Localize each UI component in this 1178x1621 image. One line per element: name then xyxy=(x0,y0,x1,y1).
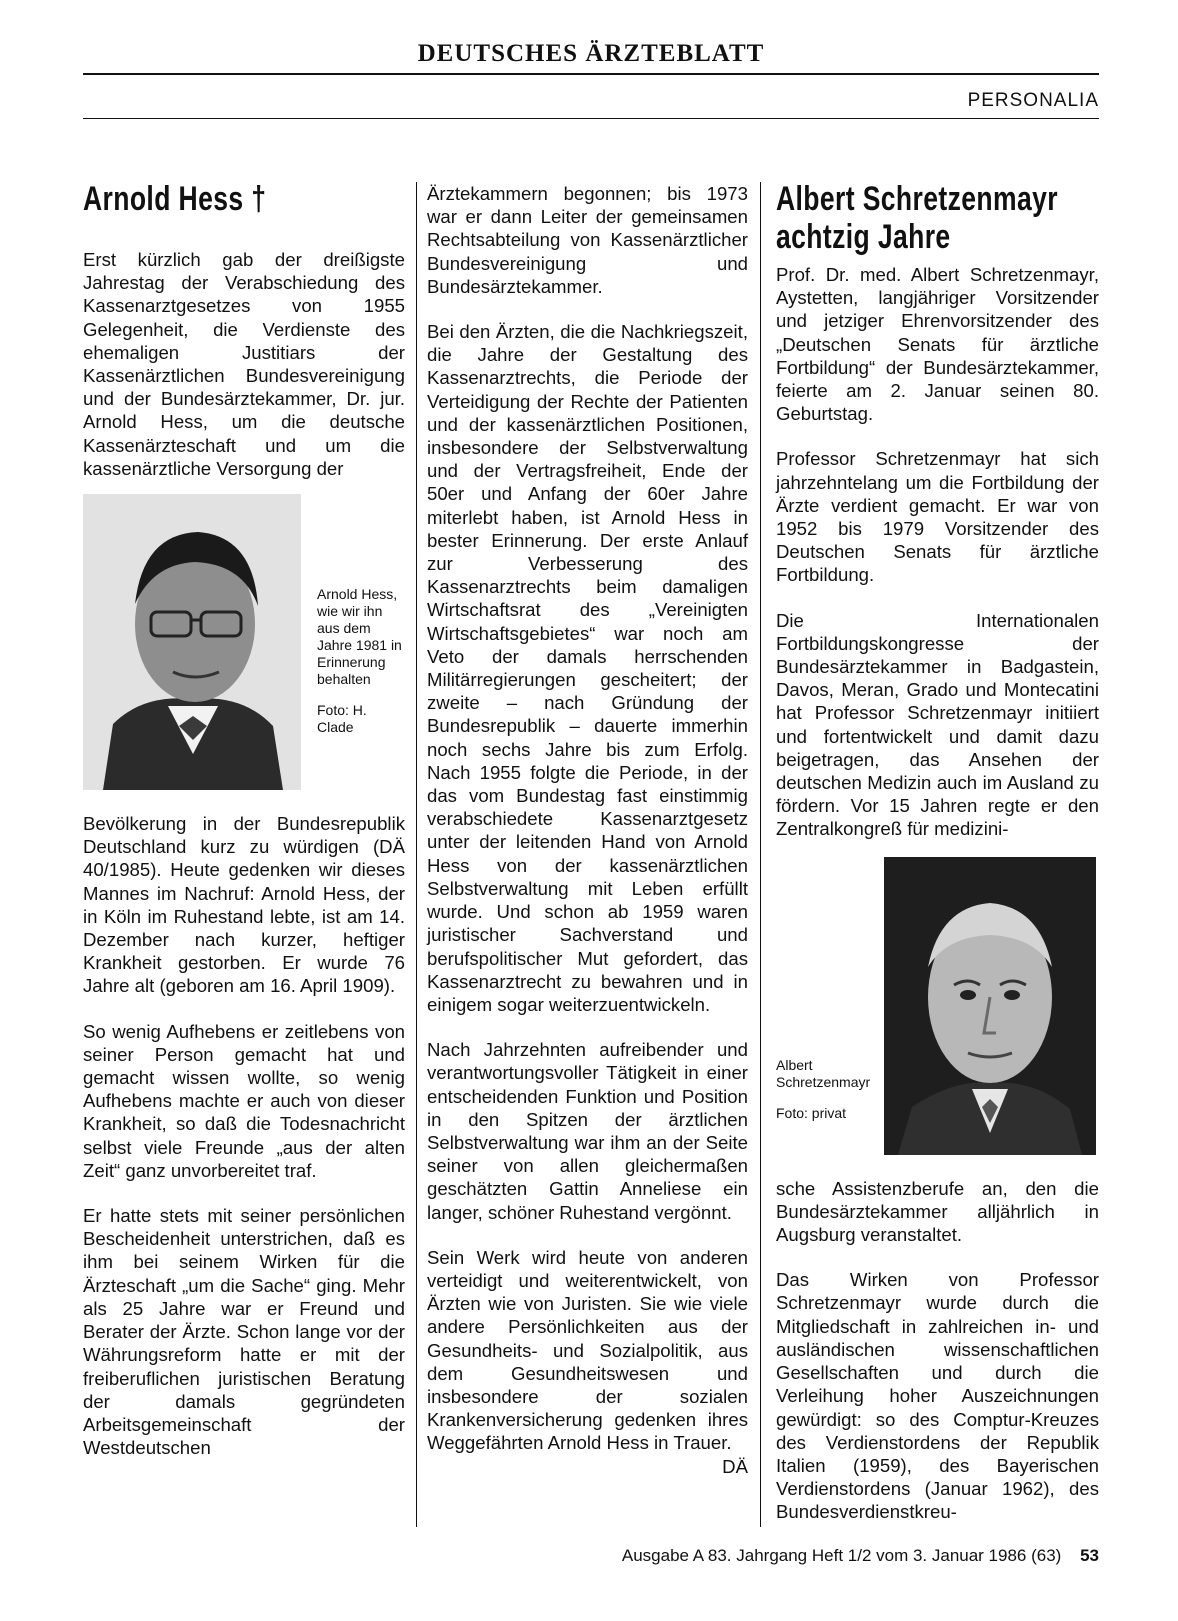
photo-credit: Foto: privat xyxy=(776,1104,847,1121)
article1-paragraph: Er hatte stets mit seiner persönlichen Bescheidenheit unterstrichen, daß es ihm bei seinem Wirken für die Ärzteschaft „um die Sache“ ging. Mehr als 25 Jahre war er Freund und Berater der Ärzte. Schon lange vor der Währungsreform hatte er mit der freiberuflichen juristischen Beratung der damals gegründeten Arbeitsgemeinschaft der Westdeutschen xyxy=(83,1205,405,1459)
article2-caption xyxy=(776,1057,872,1155)
article2-paragraph: Prof. Dr. med. Albert Schretzenmayr, Aystetten, langjähriger Vorsitzender und jetziger Ehrenvorsitzender des „Deutschen Senats für ärztliche Fortbildung“ der Bundesärztekammer, feierte am 2. Januar seinen 80. Geburtstag. xyxy=(776,264,1099,425)
article1-figure xyxy=(83,494,405,790)
column-2 xyxy=(427,182,748,1478)
article2-title-line1: Albert Schretzenmayr xyxy=(776,180,1058,218)
masthead-rule xyxy=(83,73,1099,75)
portrait-image xyxy=(884,857,1096,1155)
article1-paragraph: Ärztekammern begonnen; bis 1973 war er dann Leiter der gemeinsamen Rechtsabteilung von Kassenärztlicher Bundesvereinigung und Bundesärztekammer. xyxy=(427,183,748,297)
column-3 xyxy=(776,263,1099,1546)
section-label: PERSONALIA xyxy=(967,90,1099,111)
column-divider-left xyxy=(416,182,417,1527)
article1-paragraph: Nach Jahrzehnten aufreibender und verantwortungsvoller Tätigkeit in einer entscheidenden Funktion und Position in den Spitzen der ärztlichen Selbstverwaltung war ihm an der Seite seiner von allen gleichermaßen geschätzten Gattin Anneliese ein langer, schöner Ruhestand vergönnt. xyxy=(427,1039,748,1223)
article1-signature: DÄ xyxy=(722,1455,748,1477)
article2-title xyxy=(776,180,1104,256)
article1-title: Arnold Hess † xyxy=(83,180,267,218)
article1-paragraph: Bei den Ärzten, die die Nachkriegszeit, die Jahre der Gestaltung des Kassenarztrechts, die Periode der Verteidigung der Rechte der Patienten und der kassenärztlichen Positionen, insbesondere der Selbstverwaltung und der Vertragsfreiheit, Ende der 50er und Anfang der 60er Jahre miterlebt haben, ist Arnold Hess in bester Erinnerung. Der erste Anlauf zur Verbesserung des Kassenarztrechts beim damaligen Wirtschaftsrat des „Vereinigten Wirtschaftsgebietes“ war noch am Veto der damals herrschenden Militärregierungen gescheitert; der zweite – nach Gründung der Bundesrepublik – dauerte immerhin noch sechs Jahre bis zum Erfolg. Nach 1955 folgte die Periode, in der das vom Bundestag fast einstimmig verabschiedete Kassenarztgesetz unter der leitenden Hand von Arnold Hess von der kassenärztlichen Selbstverwaltung mit Leben erfüllt wurde. Und schon ab 1959 waren juristischer Sachverstand und berufspolitischer Mut gefordert, das Kassenarztrecht zu bewahren und in einigem sogar weiterzuentwickeln. xyxy=(427,321,748,1015)
article2-figure xyxy=(776,857,1099,1155)
section-rule xyxy=(83,118,1099,119)
photo-caption: Arnold Hess, wie wir ihn aus dem Jahre 1981 in Erinnerung behalten xyxy=(317,586,402,688)
article1-paragraph: So wenig Aufhebens er zeitlebens von seiner Person gemacht hat und gemacht wissen wollte, so wenig Aufhebens machte er auch von dieser Krankheit, so daß die Todesnachricht selbst viele Freunde „aus der alten Zeit“ ganz unvorbereitet traf. xyxy=(83,1020,405,1181)
portrait-image xyxy=(83,494,301,790)
article2-paragraph: Die Internationalen Fortbildungskongresse der Bundesärztekammer in Badgastein, Davos, Meran, Grado und Montecatini hat Professor Schretzenmayr initiiert und fortentwickelt und damit dazu beigetragen, das Ansehen der deutschen Medizin auch im Ausland zu fördern. Vor 15 Jahren regte er den Zentralkongreß für medizini- xyxy=(776,609,1099,840)
article1-caption xyxy=(317,586,403,790)
photo-caption: Albert Schretzenmayr xyxy=(776,1056,871,1090)
article2-paragraph: Das Wirken von Professor Schretzenmayr wurde durch die Mitgliedschaft in zahlreichen in- und ausländischen wissenschaftlichen Gesellschaften und durch die Verleihung hoher Auszeichnungen gewürdigt: so des Comptur-Kreuzes des Verdienstordens der Republik Italien (1959), des Bayerischen Verdienstordens (Januar 1962), des Bundesverdienstkreu- xyxy=(776,1269,1099,1523)
column-1 xyxy=(83,248,405,1481)
masthead: DEUTSCHES ÄRZTEBLATT xyxy=(417,40,765,67)
article1-paragraph: Bevölkerung in der Bundesrepublik Deutschland kurz zu würdigen (DÄ 40/1985). Heute gedenken wir dieses Mannes im Nachruf: Arnold Hess, der in Köln im Ruhestand lebte, ist am 14. Dezember nach kurzer, heftiger Krankheit gestorben. Er wurde 76 Jahre alt (geboren am 16. April 1909). xyxy=(83,813,405,997)
article2-title-line2: achtzig Jahre xyxy=(776,218,951,256)
column-divider-right xyxy=(760,182,761,1527)
article1-paragraph: Erst kürzlich gab der dreißigste Jahrestag der Verabschiedung des Kassenarztgesetzes von 1955 Gelegenheit, die Verdienste des ehemaligen Justitiars der Kassenärztlichen Bundesvereinigung und der Bundesärztekammer, Dr. jur. Arnold Hess, um die deutsche Kassenärzteschaft und um die kassenärztliche Versorgung der xyxy=(83,249,405,479)
article2-paragraph: sche Assistenzberufe an, den die Bundesärztekammer alljährlich in Augsburg veranstaltet. xyxy=(776,1177,1099,1246)
issue-info: Ausgabe A 83. Jahrgang Heft 1/2 vom 3. Januar 1986 (63) xyxy=(621,1546,1062,1565)
arnold-hess-photo xyxy=(83,494,301,790)
article1-paragraph xyxy=(427,1246,748,1477)
article1-last-paragraph: Sein Werk wird heute von anderen verteidigt und weiterentwickelt, von Ärzten wie von Juristen. Sie wie viele andere Persönlichkeiten aus der Gesundheits- und Sozialpolitik, aus dem Gesundheitswesen und insbesondere der sozialen Krankenversicherung gedenken ihres Weggefährten Arnold Hess in Trauer. xyxy=(427,1246,748,1454)
page-footer xyxy=(622,1546,1099,1566)
page-number: 53 xyxy=(1080,1546,1099,1565)
photo-credit: Foto: H. Clade xyxy=(317,702,367,736)
article2-paragraph: Professor Schretzenmayr hat sich jahrzehntelang um die Fortbildung der Ärzte verdient gemacht. Er war von 1952 bis 1979 Vorsitzender des Deutschen Senats für ärztliche Fortbildung. xyxy=(776,448,1099,586)
albert-schretzenmayr-photo xyxy=(884,857,1096,1155)
